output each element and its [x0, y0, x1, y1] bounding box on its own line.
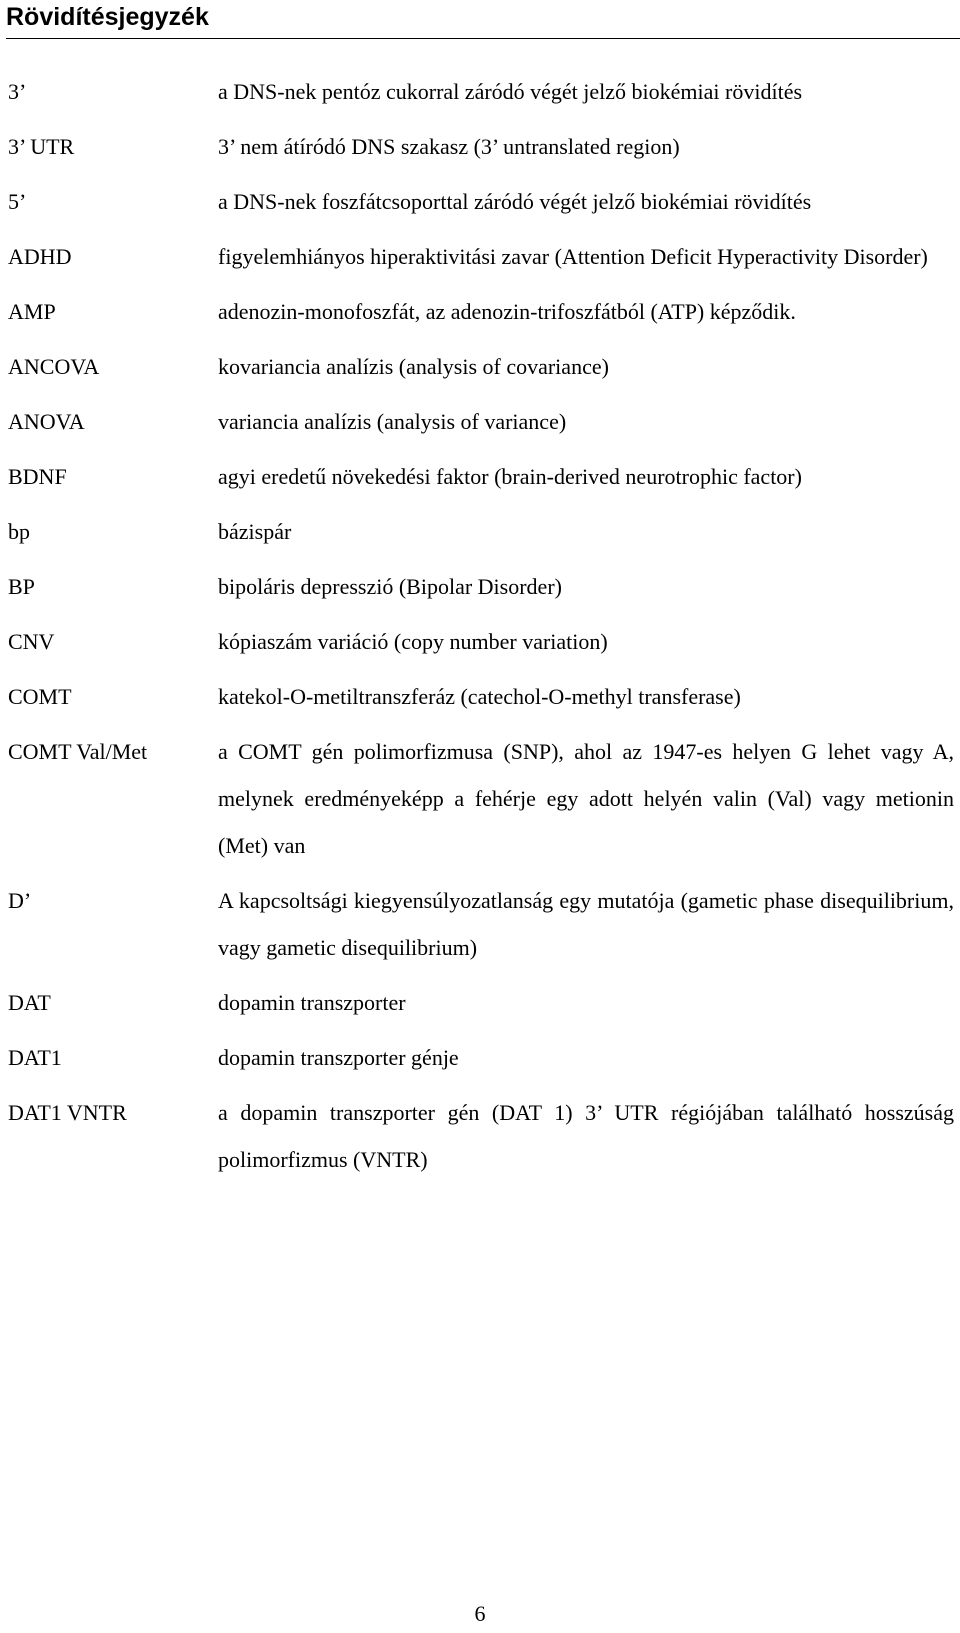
abbreviation-row	[0, 1089, 960, 1183]
abbreviation-row	[0, 673, 960, 720]
abbreviation-definition: a dopamin transzporter gén (DAT 1) 3’ UTR régiójában található hosszúság polimorfizmus (VNTR)	[218, 1100, 954, 1172]
abbreviation-row	[0, 233, 960, 280]
abbreviation-definition: kovariancia analízis (analysis of covariance)	[218, 354, 609, 379]
abbreviation-term: BP	[8, 574, 35, 599]
title-divider	[6, 38, 960, 39]
abbreviation-term: ANOVA	[8, 409, 85, 434]
abbreviation-row	[0, 563, 960, 610]
abbreviation-term: COMT	[8, 684, 72, 709]
abbreviation-definition: bipoláris depresszió (Bipolar Disorder)	[218, 574, 562, 599]
abbreviation-term: D’	[8, 888, 32, 913]
abbreviation-definition: dopamin transzporter	[218, 990, 406, 1015]
abbreviation-definition: agyi eredetű növekedési faktor (brain-derived neurotrophic factor)	[218, 464, 802, 489]
abbreviation-definition: variancia analízis (analysis of variance)	[218, 409, 567, 434]
abbreviation-definition: katekol-O-metiltranszferáz (catechol-O-methyl transferase)	[218, 684, 741, 709]
abbreviation-row	[0, 178, 960, 225]
abbreviation-term: 3’ UTR	[8, 134, 75, 159]
abbreviation-row	[0, 508, 960, 555]
abbreviation-row	[0, 877, 960, 971]
page-number: 6	[474, 1601, 486, 1626]
abbreviation-term: CNV	[8, 629, 55, 654]
abbreviation-row	[0, 1034, 960, 1081]
abbreviation-row	[0, 979, 960, 1026]
abbreviation-definition: kópiaszám variáció (copy number variation)	[218, 629, 608, 654]
abbreviation-row	[0, 398, 960, 445]
abbreviation-term: BDNF	[8, 464, 67, 489]
abbreviation-row	[0, 68, 960, 115]
abbreviation-term: DAT1	[8, 1045, 62, 1070]
abbreviation-term: 3’	[8, 79, 27, 104]
abbreviation-row	[0, 728, 960, 869]
abbreviation-definition: adenozin-monofoszfát, az adenozin-trifoszfátból (ATP) képződik.	[218, 299, 796, 324]
abbreviation-definition: a DNS-nek pentóz cukorral záródó végét jelző biokémiai rövidítés	[218, 79, 803, 104]
abbreviation-term: bp	[8, 519, 30, 544]
abbreviation-definition: a COMT gén polimorfizmusa (SNP), ahol az 1947-es helyen G lehet vagy A, melynek eredményeképp a fehérje egy adott helyén valin (Val) vagy metionin (Met) van	[218, 739, 954, 858]
abbreviation-row	[0, 618, 960, 665]
abbreviation-term: 5’	[8, 189, 27, 214]
abbreviation-term: ADHD	[8, 244, 72, 269]
abbreviation-term: DAT	[8, 990, 51, 1015]
abbreviation-definition: dopamin transzporter génje	[218, 1045, 459, 1070]
abbreviation-definition: 3’ nem átíródó DNS szakasz (3’ untranslated region)	[218, 134, 680, 159]
abbreviation-definition: bázispár	[218, 519, 292, 544]
abbreviation-definition: A kapcsoltsági kiegyensúlyozatlanság egy mutatója (gametic phase disequilibrium, vagy gametic disequilibrium)	[218, 888, 954, 960]
abbreviation-list	[0, 68, 960, 1191]
page-title: Rövidítésjegyzék	[6, 3, 209, 31]
abbreviation-row	[0, 453, 960, 500]
abbreviation-term: AMP	[8, 299, 56, 324]
abbreviation-term: ANCOVA	[8, 354, 100, 379]
abbreviation-row	[0, 123, 960, 170]
abbreviation-definition: a DNS-nek foszfátcsoporttal záródó végét jelző biokémiai rövidítés	[218, 189, 812, 214]
abbreviation-row	[0, 343, 960, 390]
abbreviation-definition: figyelemhiányos hiperaktivitási zavar (Attention Deficit Hyperactivity Disorder)	[218, 244, 928, 269]
abbreviation-term: DAT1 VNTR	[8, 1100, 127, 1125]
abbreviation-row	[0, 288, 960, 335]
abbreviation-term: COMT Val/Met	[8, 739, 148, 764]
